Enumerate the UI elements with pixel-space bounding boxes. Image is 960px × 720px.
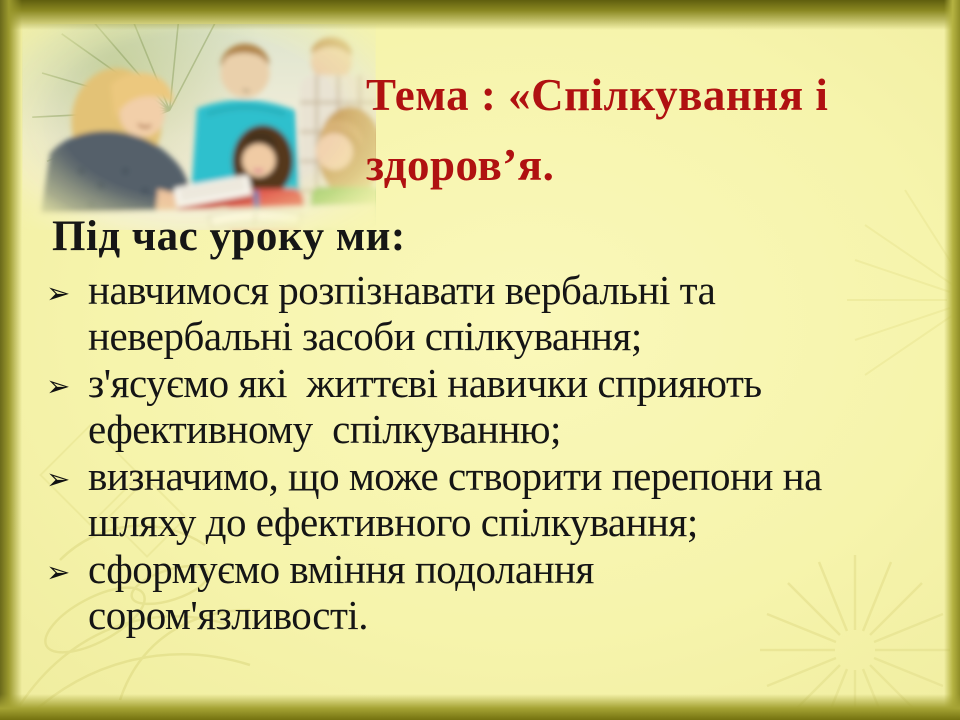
title-line-1: Тема : «Спілкування і (366, 70, 829, 120)
slide-border-bottom (0, 694, 960, 720)
arrow-bullet-icon: ➢ (46, 555, 71, 589)
bullet-item (46, 268, 930, 359)
bullet-text-line: невербальні засоби спілкування; (88, 312, 642, 359)
arrow-bullet-icon: ➢ (46, 369, 71, 403)
slide-border-left (0, 0, 22, 720)
classroom-photo (22, 24, 376, 230)
bullet-text (88, 547, 594, 638)
bullet-text-line: навчимося розпізнавати вербальні та (88, 267, 716, 313)
arrow-bullet-icon: ➢ (46, 462, 71, 496)
bullet-text-line: сором'язливості. (88, 591, 369, 638)
arrow-bullet-icon: ➢ (46, 276, 71, 310)
bullet-item (46, 454, 930, 545)
slide-title (366, 60, 950, 200)
title-line-2: здоров’я. (366, 140, 555, 190)
bullet-list (46, 268, 930, 640)
bullet-text-line: шляху до ефективного спілкування; (88, 498, 698, 545)
bullet-item (46, 361, 930, 452)
bullet-text-line: ефективному спілкуванню; (88, 405, 561, 452)
bullet-text-line: з'ясуємо які життєві навички сприяють (88, 360, 762, 406)
bullet-text-line: визначимо, що може створити перепони на (88, 453, 822, 499)
bullet-text (88, 268, 715, 359)
lesson-heading: Під час уроку ми: (52, 213, 406, 260)
bullet-text (88, 361, 762, 452)
photo-warm-fade (22, 24, 375, 230)
bullet-item (46, 547, 930, 638)
bullet-text-line: сформуємо вміння подолання (88, 546, 594, 592)
bullet-text (88, 454, 822, 545)
